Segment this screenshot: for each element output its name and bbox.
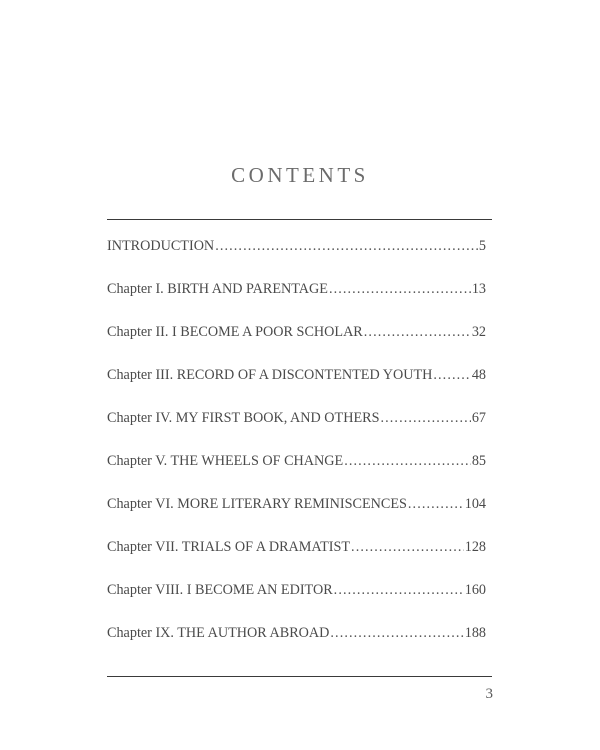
- toc-entry-page: 5: [478, 238, 486, 254]
- toc-entry: [107, 324, 486, 367]
- top-rule: [107, 219, 492, 220]
- toc-entry-title: Chapter IV. MY FIRST BOOK, AND OTHERS: [107, 410, 380, 426]
- toc-entry: [107, 582, 486, 625]
- dot-leader: [364, 324, 471, 341]
- toc-entry-title: Chapter VI. MORE LITERARY REMINISCENCES: [107, 496, 407, 512]
- toc-entry: [107, 281, 486, 324]
- dot-leader: [433, 367, 470, 384]
- toc-entry-page: 13: [471, 281, 486, 297]
- bottom-rule: [107, 676, 492, 677]
- toc-entry-title: Chapter V. THE WHEELS OF CHANGE: [107, 453, 344, 469]
- dot-leader: [329, 281, 471, 298]
- toc-entry-page: 67: [471, 410, 486, 426]
- dot-leader: [380, 410, 470, 427]
- toc-entry: [107, 625, 486, 668]
- toc-entry-page: 128: [464, 539, 486, 555]
- toc-entry: [107, 539, 486, 582]
- toc-entry-page: 85: [471, 453, 486, 469]
- toc-entry-title: Chapter VIII. I BECOME AN EDITOR: [107, 582, 333, 598]
- toc-entry: [107, 367, 486, 410]
- toc-entry-page: 32: [471, 324, 486, 340]
- toc-entry-title: INTRODUCTION: [107, 238, 215, 254]
- dot-leader: [351, 539, 464, 556]
- toc-entry-title: Chapter I. BIRTH AND PARENTAGE: [107, 281, 328, 297]
- toc-entry-title: Chapter III. RECORD OF A DISCONTENTED YOUTH: [107, 367, 433, 383]
- toc-entry-title: Chapter II. I BECOME A POOR SCHOLAR: [107, 324, 363, 340]
- contents-heading: CONTENTS: [231, 163, 369, 187]
- toc-list: [107, 238, 486, 668]
- toc-entry-title: Chapter VII. TRIALS OF A DRAMATIST: [107, 539, 351, 555]
- toc-entry-page: 188: [464, 625, 486, 641]
- dot-leader: [408, 496, 464, 513]
- toc-entry-title: Chapter IX. THE AUTHOR ABROAD: [107, 625, 330, 641]
- dot-leader: [334, 582, 464, 599]
- page-number: 3: [485, 686, 493, 702]
- toc-entry-page: 160: [464, 582, 486, 598]
- toc-entry-page: 104: [464, 496, 486, 512]
- dot-leader: [344, 453, 471, 470]
- toc-entry: [107, 496, 486, 539]
- toc-entry-page: 48: [471, 367, 486, 383]
- toc-entry: [107, 410, 486, 453]
- dot-leader: [330, 625, 463, 642]
- dot-leader: [215, 238, 478, 255]
- toc-entry: [107, 238, 486, 281]
- toc-entry: [107, 453, 486, 496]
